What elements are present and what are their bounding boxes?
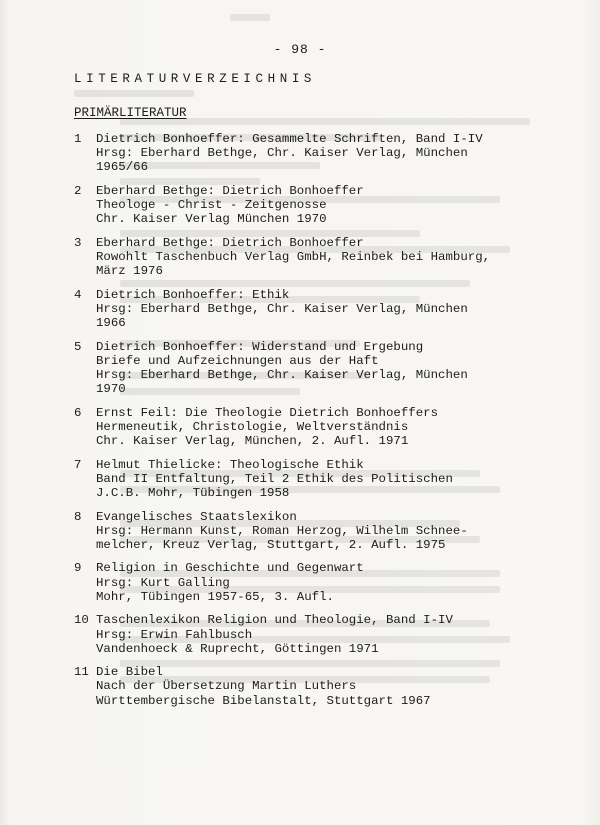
bibliography-entry — [74, 613, 574, 656]
section-heading-primary-literature: PRIMÄRLITERATUR — [74, 106, 187, 120]
entry-text — [96, 510, 574, 553]
entry-line: Hermeneutik, Christologie, Weltverständnis — [96, 419, 409, 434]
entry-line: Nach der Übersetzung Martin Luthers — [96, 679, 357, 694]
entry-line: melcher, Kreuz Verlag, Stuttgart, 2. Aufl. 1975 — [96, 537, 446, 552]
entry-line: Theologe - Christ - Zeitgenosse — [96, 198, 327, 213]
bibliography-entry — [74, 458, 574, 501]
entry-number: 7 — [74, 457, 82, 472]
entry-number: 8 — [74, 509, 82, 524]
entry-line: Dietrich Bonhoeffer: Ethik — [96, 287, 290, 302]
entry-line: Dietrich Bonhoeffer: Gesammelte Schriften, Band I-IV — [96, 132, 483, 146]
entry-number: 2 — [74, 183, 82, 198]
entry-text — [96, 236, 574, 279]
entry-text — [96, 561, 574, 604]
bibliography-entry — [74, 236, 574, 279]
entry-line: März 1976 — [96, 264, 163, 279]
entry-line: Hrsg: Erwin Fahlbusch — [96, 627, 253, 642]
entry-text — [96, 613, 574, 656]
entry-line: Württembergische Bibelanstalt, Stuttgart 1967 — [96, 693, 431, 708]
bibliography-entry — [74, 340, 574, 397]
entry-text — [96, 458, 574, 501]
entry-line: 1970 — [96, 382, 126, 397]
entry-line: Band II Entfaltung, Teil 2 Ethik des Politischen — [96, 471, 453, 486]
entry-line: Rowohlt Taschenbuch Verlag GmbH, Reinbek bei Hamburg, — [96, 250, 491, 265]
entry-line: Chr. Kaiser Verlag München 1970 — [96, 212, 327, 227]
entry-line: Taschenlexikon Religion und Theologie, Band I-IV — [96, 613, 453, 628]
entry-line: Eberhard Bethge: Dietrich Bonhoeffer — [96, 183, 364, 198]
entry-number: 9 — [74, 561, 82, 576]
entry-line: J.C.B. Mohr, Tübingen 1958 — [96, 486, 290, 501]
entry-line: Die Bibel — [96, 665, 163, 680]
entry-line: Hrsg: Kurt Galling — [96, 575, 230, 590]
entry-text — [96, 340, 574, 397]
entry-line: Vandenhoeck & Ruprecht, Göttingen 1971 — [96, 641, 379, 656]
entry-text — [96, 406, 574, 449]
entry-text — [96, 132, 574, 175]
entry-text — [96, 288, 574, 331]
bibliography-title: LITERATURVERZEICHNIS — [74, 72, 317, 86]
entry-number: 10 — [74, 613, 89, 628]
page-number: - 98 - — [273, 42, 327, 57]
entry-line: Eberhard Bethge: Dietrich Bonhoeffer — [96, 235, 364, 250]
bibliography-entry — [74, 510, 574, 553]
entry-line: 1966 — [96, 316, 126, 331]
entry-line: 1965/66 — [96, 160, 149, 175]
entry-line: Evangelisches Staatslexikon — [96, 509, 297, 524]
entry-line: Hrsg: Eberhard Bethge, Chr. Kaiser Verlag, München — [96, 301, 468, 316]
entry-number: 5 — [74, 339, 82, 354]
entry-line: Mohr, Tübingen 1957-65, 3. Aufl. — [96, 589, 334, 604]
entry-number: 4 — [74, 287, 82, 302]
bibliography-entry — [74, 184, 574, 227]
entry-number: 6 — [74, 405, 82, 420]
bibliography-list — [74, 132, 574, 717]
entry-line: Hrsg: Eberhard Bethge, Chr. Kaiser Verlag, München — [96, 146, 468, 161]
entry-number: 1 — [74, 132, 82, 146]
entry-line: Dietrich Bonhoeffer: Widerstand und Ergebung — [96, 339, 424, 354]
entry-line: Religion in Geschichte und Gegenwart — [96, 561, 364, 576]
entry-line: Hrsg: Eberhard Bethge, Chr. Kaiser Verlag, München — [96, 368, 468, 383]
entry-line: Hrsg: Hermann Kunst, Roman Herzog, Wilhelm Schnee- — [96, 523, 468, 538]
bibliography-entry — [74, 561, 574, 604]
entry-line: Helmut Thielicke: Theologische Ethik — [96, 457, 364, 472]
bibliography-entry — [74, 665, 574, 708]
bibliography-entry — [74, 406, 574, 449]
entry-text — [96, 184, 574, 227]
entry-line: Ernst Feil: Die Theologie Dietrich Bonhoeffers — [96, 405, 439, 420]
entry-number: 3 — [74, 235, 82, 250]
bibliography-entry — [74, 288, 574, 331]
entry-number: 11 — [74, 665, 89, 680]
bibliography-entry — [74, 132, 574, 175]
entry-text — [96, 665, 574, 708]
entry-line: Chr. Kaiser Verlag, München, 2. Aufl. 1971 — [96, 434, 409, 449]
entry-line: Briefe und Aufzeichnungen aus der Haft — [96, 353, 379, 368]
